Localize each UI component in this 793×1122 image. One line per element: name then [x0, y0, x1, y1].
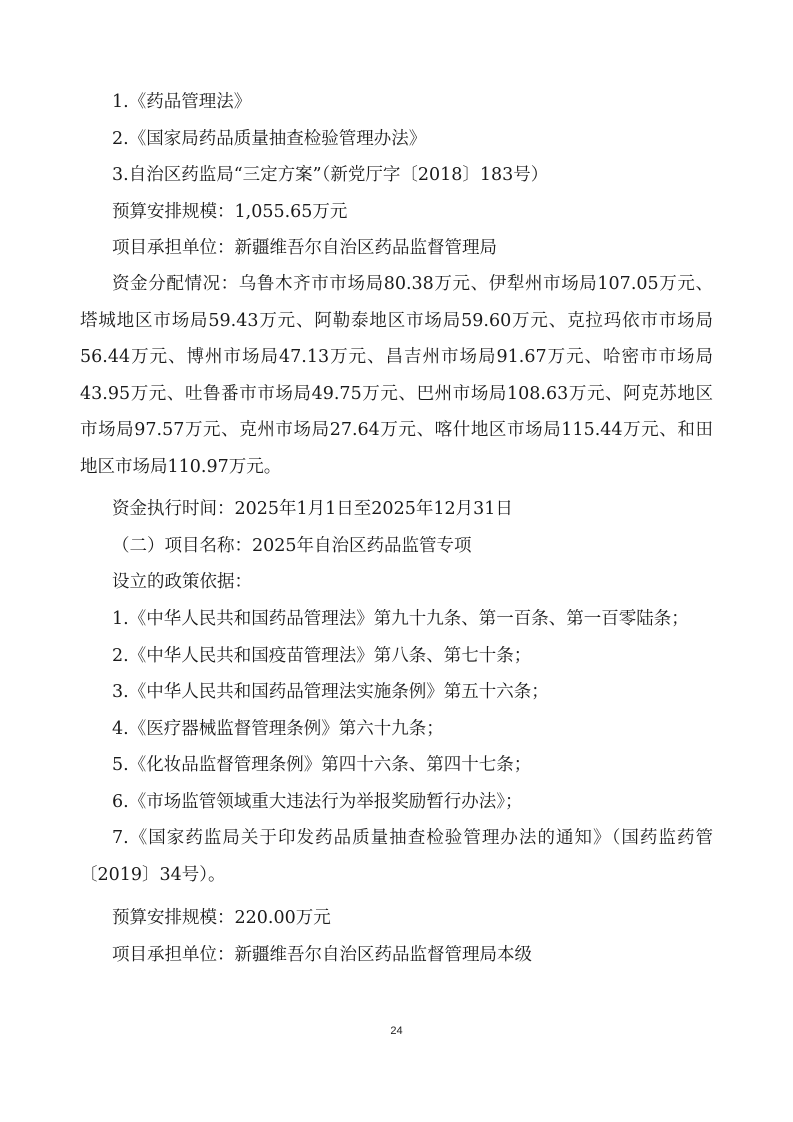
policy-paragraph: 7.《国家药监局关于印发药品质量抽查检验管理办法的通知》（国药监药管〔2019〕34号）。 — [80, 828, 713, 885]
text-line: 4.《医疗器械监督管理条例》第六十九条； — [112, 719, 444, 739]
page-number: 24 — [390, 1025, 403, 1037]
text-line: 1.《药品管理法》 — [112, 92, 252, 112]
text-line: 2.《中华人民共和国疫苗管理法》第八条、第七十条； — [112, 646, 532, 666]
text-line: 设立的政策依据： — [112, 572, 252, 592]
text-line: 2.《国家局药品质量抽查检验管理办法》 — [112, 129, 427, 149]
text-line: 3.《中华人民共和国药品管理法实施条例》第五十六条； — [112, 682, 549, 702]
text-line: 预算安排规模：220.00万元 — [112, 908, 331, 928]
section-heading: （二）项目名称：2025年自治区药品监管专项 — [112, 536, 472, 556]
text-line: 6.《市场监管领域重大违法行为举报奖励暂行办法》； — [112, 792, 523, 812]
text-line: 预算安排规模：1,055.65万元 — [112, 202, 348, 222]
text-line: 项目承担单位：新疆维吾尔自治区药品监督管理局本级 — [112, 945, 532, 965]
fund-allocation-paragraph: 资金分配情况：乌鲁木齐市市场局80.38万元、伊犁州市场局107.05万元、塔城地区市场局59.43万元、阿勒泰地区市场局59.60万元、克拉玛依市市场局56.44万元、博州市场局47.13万元、昌吉州市场局91.67万元、哈密市市场局43.95万元、吐鲁番市市场局49.75万元、巴州市场局108.63万元、阿克苏地区市场局97.57万元、克州市场局27.64万元、喀什地区市场局115.44万元、和田地区市场局110.97万元。 — [80, 274, 713, 477]
text-line: 资金执行时间：2025年1月1日至2025年12月31日 — [112, 499, 513, 519]
text-line: 3.自治区药监局“三定方案”（新党厅字〔2018〕183号） — [112, 165, 549, 185]
text-line: 1.《中华人民共和国药品管理法》第九十九条、第一百条、第一百零陆条； — [112, 609, 689, 629]
text-line: 项目承担单位：新疆维吾尔自治区药品监督管理局 — [112, 238, 497, 258]
text-line: 5.《化妆品监督管理条例》第四十六条、第四十七条； — [112, 755, 532, 775]
